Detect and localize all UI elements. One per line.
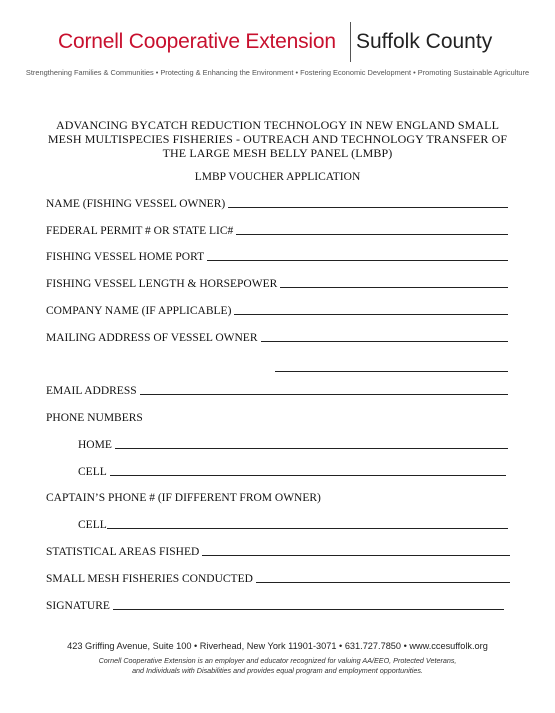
home-port-field [46, 251, 508, 263]
letterhead [0, 18, 555, 58]
small-mesh-field [46, 573, 510, 585]
home-port-label: FISHING VESSEL HOME PORT [46, 251, 205, 263]
small-mesh-label: SMALL MESH FISHERIES CONDUCTED [46, 573, 253, 585]
home-port-input-line[interactable] [207, 260, 508, 261]
signature-label: SIGNATURE [46, 600, 110, 612]
mailing-label: MAILING ADDRESS OF VESSEL OWNER [46, 332, 258, 344]
permit-label: FEDERAL PERMIT # OR STATE LIC# [46, 225, 234, 237]
name-label: NAME (FISHING VESSEL OWNER) [46, 198, 226, 210]
mailing-input-line[interactable] [261, 341, 509, 342]
county-name: Suffolk County [356, 30, 493, 53]
name-field [46, 198, 508, 210]
footer-note-line-1: Cornell Cooperative Extension is an employer and educator recognized for valuing AA/EEO, Protected Veterans, [98, 656, 457, 665]
phone-numbers-heading [46, 412, 143, 424]
home-phone-field [78, 439, 508, 451]
permit-field [46, 225, 508, 237]
length-hp-label: FISHING VESSEL LENGTH & HORSEPOWER [46, 278, 278, 290]
header-divider [350, 22, 351, 62]
captain-cell-label: CELL [78, 519, 107, 531]
title-line-1: ADVANCING BYCATCH REDUCTION TECHNOLOGY IN NEW ENGLAND SMALL [55, 118, 500, 132]
name-input-line[interactable] [228, 207, 508, 208]
email-label: EMAIL ADDRESS [46, 385, 137, 397]
captain-cell-input-line[interactable] [107, 528, 508, 529]
document-title [30, 118, 525, 160]
title-line-3: THE LARGE MESH BELLY PANEL (LMBP) [162, 146, 393, 160]
email-field [46, 385, 508, 397]
stat-areas-input-line[interactable] [202, 555, 510, 556]
mailing-input-line-2[interactable] [275, 371, 508, 372]
signature-input-line[interactable] [113, 609, 504, 610]
title-line-2: MESH MULTISPECIES FISHERIES - OUTREACH AND TECHNOLOGY TRANSFER OF [47, 132, 508, 146]
captain-cell-field [78, 519, 508, 531]
cell-phone-input-line[interactable] [110, 475, 506, 476]
length-hp-field [46, 278, 508, 290]
captain-phone-label: CAPTAIN’S PHONE # (IF DIFFERENT FROM OWNER) [46, 492, 321, 504]
form-subtitle: LMBP VOUCHER APPLICATION [194, 171, 361, 183]
home-phone-label: HOME [78, 439, 112, 451]
tagline: Strengthening Families & Communities • Protecting & Enhancing the Environment • Fostering Economic Development • Promoting Sustainable Agriculture [25, 68, 530, 77]
org-name: Cornell Cooperative Extension [58, 30, 336, 53]
small-mesh-input-line[interactable] [256, 582, 510, 583]
email-input-line[interactable] [140, 394, 508, 395]
phone-numbers-label: PHONE NUMBERS [46, 412, 143, 424]
length-hp-input-line[interactable] [280, 287, 508, 288]
captain-phone-heading [46, 492, 321, 504]
company-input-line[interactable] [234, 314, 508, 315]
company-label: COMPANY NAME (IF APPLICABLE) [46, 305, 232, 317]
footer-address: 423 Griffing Avenue, Suite 100 • Riverhead, New York 11901-3071 • 631.727.7850 • www.ccesuffolk.org [67, 641, 488, 651]
cell-phone-label: CELL [78, 466, 107, 478]
stat-areas-field [46, 546, 510, 558]
footer-note [0, 656, 555, 676]
cell-phone-field [78, 466, 506, 478]
signature-field [46, 600, 504, 612]
stat-areas-label: STATISTICAL AREAS FISHED [46, 546, 200, 558]
footer-note-line-2: and Individuals with Disabilities and provides equal program and employment opportunities. [132, 666, 423, 675]
permit-input-line[interactable] [236, 234, 508, 235]
company-field [46, 305, 508, 317]
mailing-field [46, 332, 508, 344]
home-phone-input-line[interactable] [115, 448, 508, 449]
